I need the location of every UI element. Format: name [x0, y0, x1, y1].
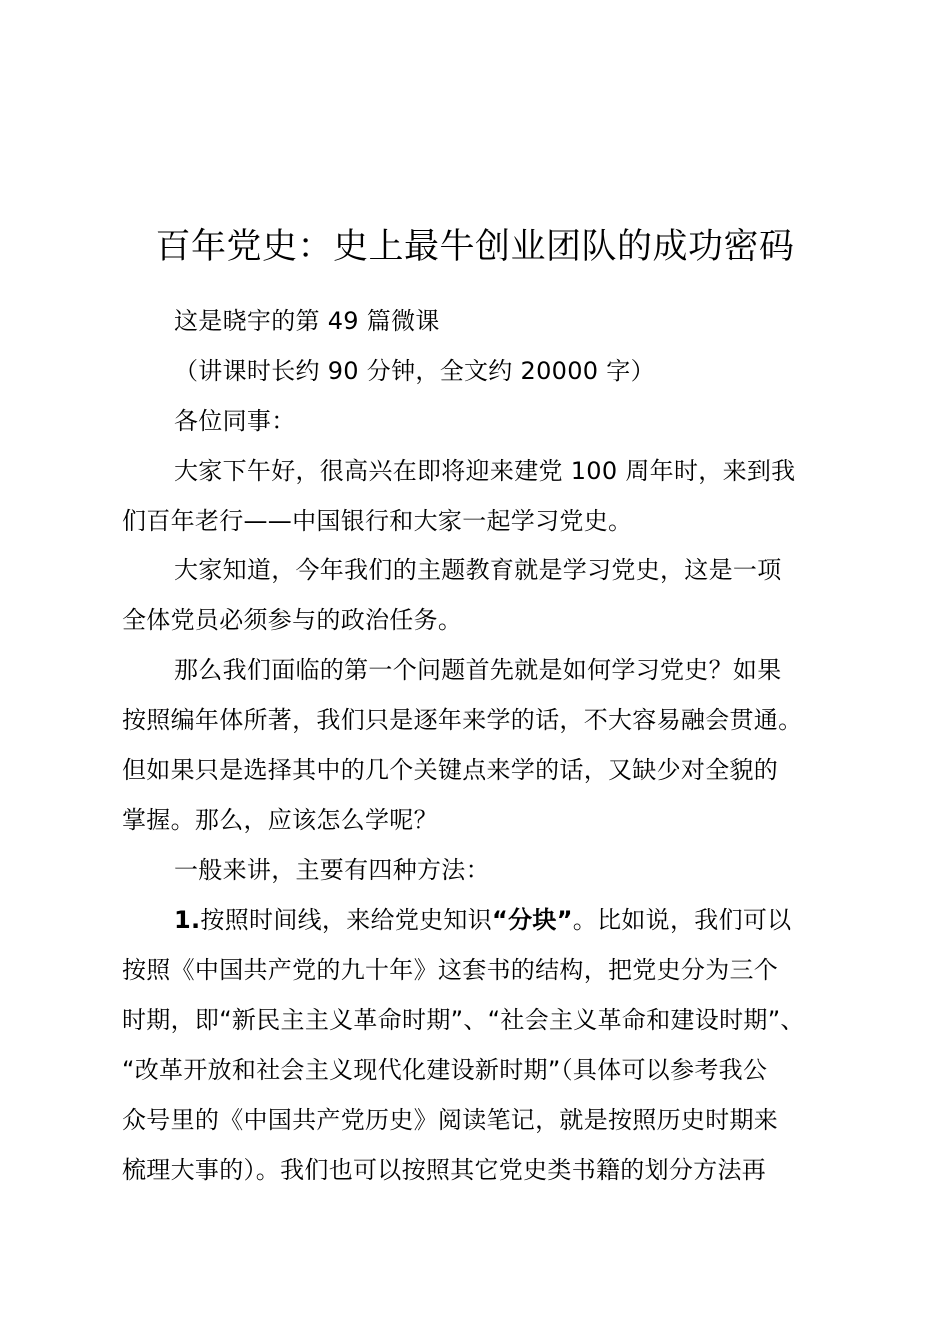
paragraph-line: 一般来讲，主要有四种方法：: [174, 856, 490, 884]
paragraph-line: 那么我们面临的第一个问题首先就是如何学习党史？如果: [174, 656, 782, 684]
paragraph-line: 众号里的《中国共产党历史》阅读笔记，就是按照历史时期来: [122, 1106, 779, 1134]
paragraph-line: “改革开放和社会主义现代化建设新时期”（具体可以参考我公: [122, 1056, 768, 1084]
method-1-line: [174, 903, 791, 937]
paragraph-line: 们百年老行——中国银行和大家一起学习党史。: [122, 507, 633, 535]
method-1-text: 按照时间线，来给党史知识: [200, 906, 493, 934]
intro-line: 这是晓宇的第 49 篇微课: [174, 307, 440, 335]
paragraph-line: 但如果只是选择其中的几个关键点来学的话，又缺少对全貌的: [122, 756, 779, 784]
paragraph-line: 梳理大事的）。我们也可以按照其它党史类书籍的划分方法再: [122, 1156, 767, 1184]
paragraph-line: 大家知道，今年我们的主题教育就是学习党史，这是一项: [174, 556, 782, 584]
paragraph-line: 大家下午好，很高兴在即将迎来建党 100 周年时，来到我: [174, 457, 796, 485]
method-1-quote: “分块”: [492, 906, 573, 934]
paragraph-line: 时期，即“新民主主义革命时期”、“社会主义革命和建设时期”、: [122, 1006, 805, 1034]
method-1-number: 1.: [174, 906, 201, 934]
paragraph-line: 按照《中国共产党的九十年》这套书的结构，把党史分为三个: [122, 956, 779, 984]
paragraph-line: 按照编年体所著，我们只是逐年来学的话，不大容易融会贯通。: [122, 706, 803, 734]
greeting: 各位同事：: [174, 407, 296, 435]
paragraph-line: 掌握。那么，应该怎么学呢？: [122, 806, 438, 834]
duration-note: （讲课时长约 90 分钟，全文约 20000 字）: [174, 357, 655, 385]
document-title: 百年党史：史上最牛创业团队的成功密码: [155, 227, 795, 267]
method-1-text-after: 。比如说，我们可以: [572, 906, 792, 934]
paragraph-line: 全体党员必须参与的政治任务。: [122, 606, 463, 634]
